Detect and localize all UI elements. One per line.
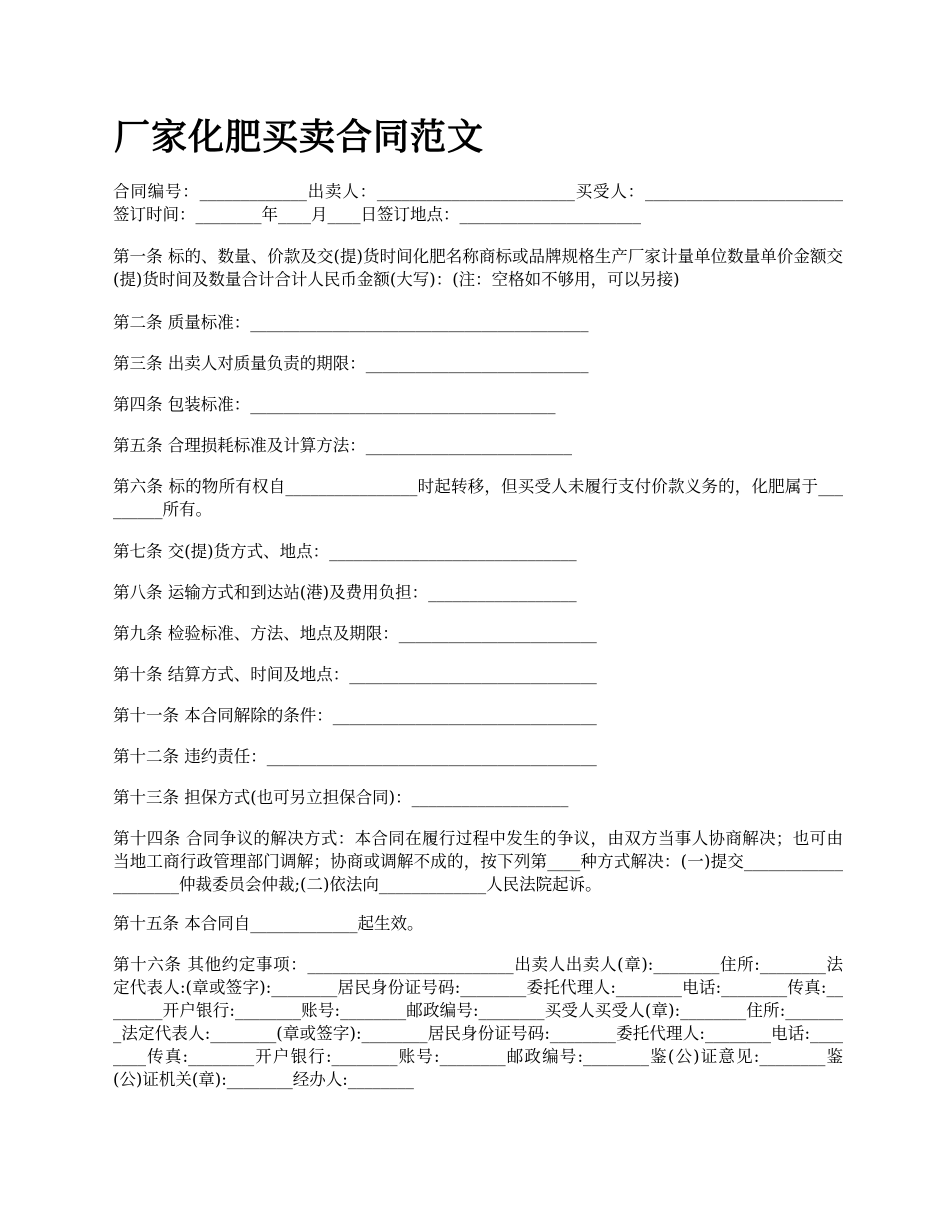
article-15: 第十五条 本合同自_____________起生效。	[113, 914, 424, 933]
article-8: 第八条 运输方式和到达站(港)及费用负担：__________________	[113, 583, 577, 602]
article-2: 第二条 质量标准：_________________________________________	[113, 313, 589, 332]
article-3: 第三条 出卖人对质量负责的期限：___________________________	[113, 354, 589, 373]
article-11: 第十一条 本合同解除的条件：________________________________	[113, 706, 597, 725]
article-14: 第十四条 合同争议的解决方式：本合同在履行过程中发生的争议，由双方当事人协商解决；也可由当地工商行政管理部门调解；协商或调解不成的，按下列第____种方式解决：(一)提交____________________仲裁委员会仲裁;(二)依法向_____________人民法院起诉。	[113, 829, 843, 894]
article-6: 第六条 标的物所有权自________________时起转移，但买受人未履行支付价款义务的，化肥属于_________所有。	[113, 477, 843, 519]
document-title: 厂家化肥买卖合同范文	[114, 116, 485, 158]
article-12: 第十二条 违约责任：________________________________________	[113, 747, 597, 766]
contract-header: 合同编号：_____________出卖人：________________________买受人：________________________签订时间：________年____月____日签订地点：______________________	[113, 182, 843, 224]
article-5: 第五条 合理损耗标准及计算方法：_________________________	[113, 436, 572, 455]
article-9: 第九条 检验标准、方法、地点及期限：________________________	[113, 624, 597, 643]
article-1: 第一条 标的、数量、价款及交(提)货时间化肥名称商标或品牌规格生产厂家计量单位数量单价金额交(提)货时间及数量合计合计人民币金额(大写)：(注：空格如不够用，可以另接)	[113, 247, 843, 289]
article-4: 第四条 包装标准：_____________________________________	[113, 395, 556, 414]
article-13: 第十三条 担保方式(也可另立担保合同)：___________________	[113, 788, 569, 807]
article-7: 第七条 交(提)货方式、地点：______________________________	[113, 542, 577, 561]
article-10: 第十条 结算方式、时间及地点：______________________________	[113, 665, 597, 684]
article-16: 第十六条 其他约定事项：_________________________出卖人出卖人(章):________住所:________法定代表人:(章或签字):________居民身份证号码:________委托代理人:________电话:________传真:________开户银行:________账号:________邮政编号:________买受人买受人(章):________住所:________法定代表人:________(章或签字):________居民身份证号码:________委托代理人:________电话:________传真:________开户银行:________账号:________邮政编号:________鉴(公)证意见:________鉴(公)证机关(章):________经办人:________	[113, 955, 843, 1089]
